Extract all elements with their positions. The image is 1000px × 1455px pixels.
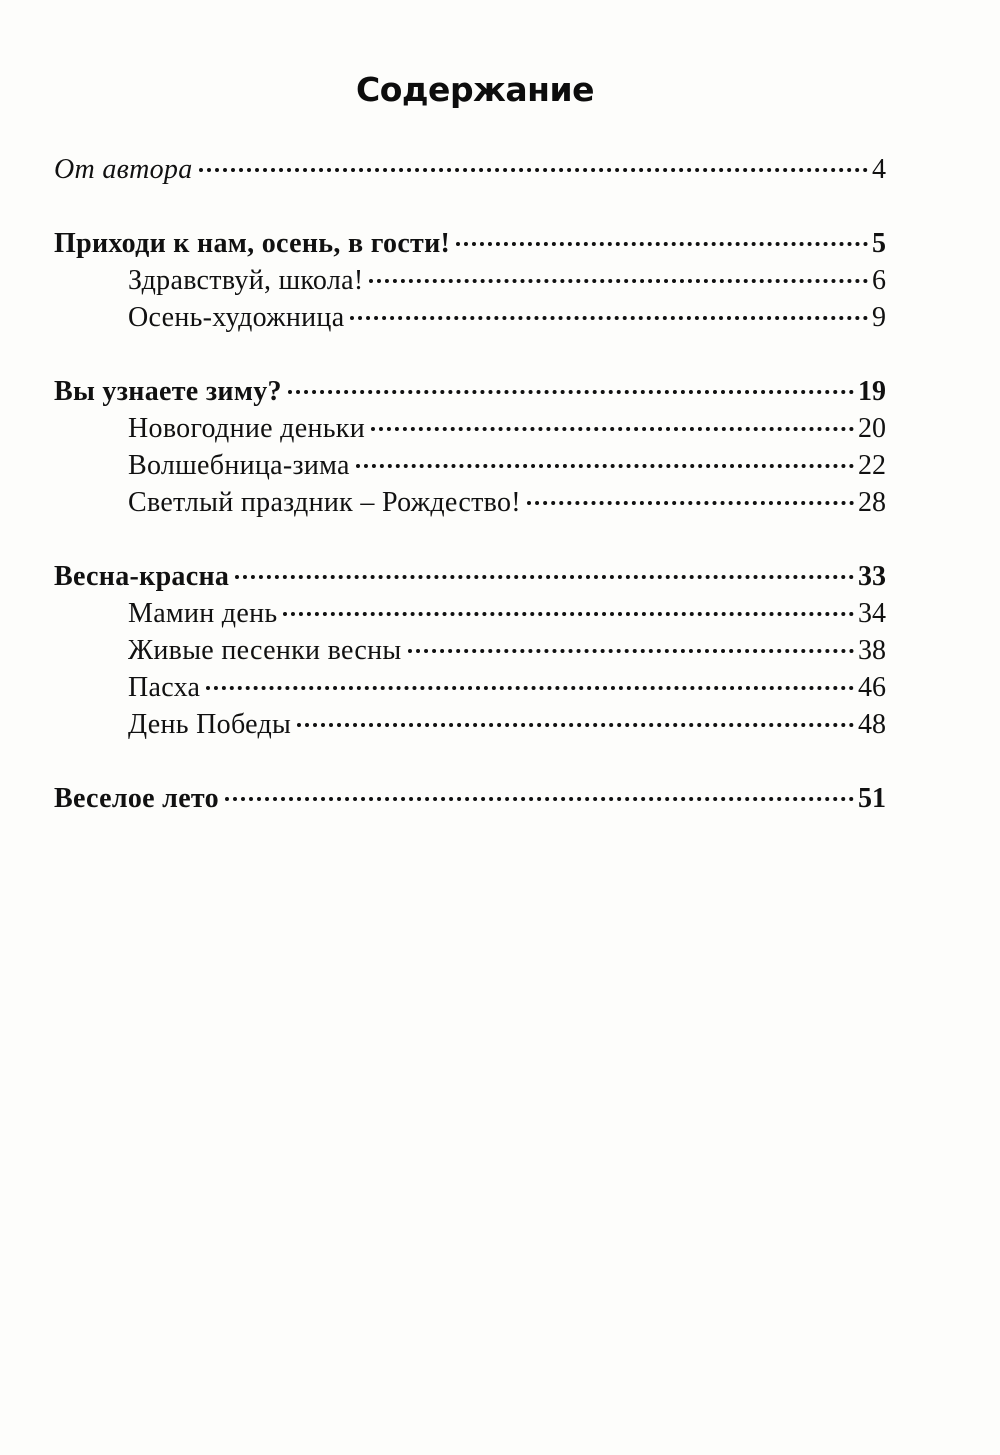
toc-entry-easter [128, 668, 886, 708]
toc-entry-label: Пасха [128, 672, 201, 703]
toc-entry-spring-songs [128, 631, 886, 671]
toc-entry-label: Новогодние деньки [128, 413, 365, 444]
dot-leader [456, 242, 868, 246]
dot-leader [206, 686, 854, 690]
dot-leader [350, 316, 868, 320]
toc-page-number: 9 [872, 302, 886, 333]
toc-section-label: Веселое лето [54, 783, 219, 814]
page-title: Содержание [356, 70, 594, 109]
toc-section-winter [54, 372, 886, 412]
toc-entry-label: Живые песенки весны [128, 635, 402, 666]
toc-page-number: 38 [858, 635, 886, 666]
dot-leader [225, 797, 854, 801]
toc-entry-autumn-artist [128, 298, 886, 338]
toc-page-number: 33 [858, 561, 886, 592]
toc-entry-label: Здравствуй, школа! [128, 265, 364, 296]
toc-entry-from-author [54, 150, 886, 190]
dot-leader [527, 501, 854, 505]
toc-page-number: 46 [858, 672, 886, 703]
toc-page-number: 6 [872, 265, 886, 296]
toc-entry-label: Светлый праздник – Рождество! [128, 487, 521, 518]
toc-page-number: 4 [872, 154, 886, 185]
toc-entry-label: Волшебница-зима [128, 450, 350, 481]
toc-entry-label: Осень-художница [128, 302, 345, 333]
toc-section-label: Вы узнаете зиму? [54, 376, 282, 407]
dot-leader [369, 279, 868, 283]
toc-section-summer [54, 779, 886, 819]
dot-leader [288, 390, 854, 394]
toc-entry-hello-school [128, 261, 886, 301]
toc-entry-mothers-day [128, 594, 886, 634]
toc-section-label: Весна-красна [54, 561, 230, 592]
toc-page-number: 22 [858, 450, 886, 481]
toc-page-number: 19 [858, 376, 886, 407]
toc-page-number: 34 [858, 598, 886, 629]
toc-page-number: 51 [858, 783, 886, 814]
dot-leader [199, 168, 868, 172]
toc-page-number: 5 [872, 228, 886, 259]
toc-entry-winter-sorceress [128, 446, 886, 486]
toc-page-number: 28 [858, 487, 886, 518]
dot-leader [408, 649, 854, 653]
toc-page-number: 48 [858, 709, 886, 740]
dot-leader [283, 612, 854, 616]
toc-section-autumn [54, 224, 886, 264]
toc-entry-christmas [128, 483, 886, 523]
toc-entry-label: День Победы [128, 709, 292, 740]
toc-entry-label: От автора [54, 154, 193, 185]
toc-entry-label: Мамин день [128, 598, 278, 629]
dot-leader [356, 464, 854, 468]
toc-page-number: 20 [858, 413, 886, 444]
toc-section-spring [54, 557, 886, 597]
toc-entry-new-year-days [128, 409, 886, 449]
dot-leader [235, 575, 854, 579]
toc-section-label: Приходи к нам, осень, в гости! [54, 228, 451, 259]
dot-leader [297, 723, 854, 727]
toc-entry-victory-day [128, 705, 886, 745]
dot-leader [371, 427, 854, 431]
